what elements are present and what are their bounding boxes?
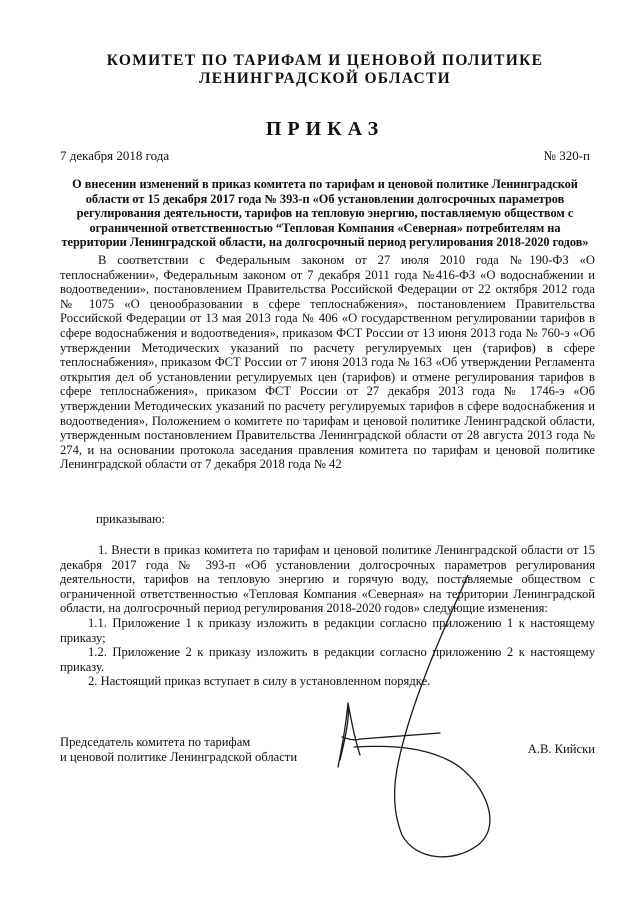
document-title: О внесении изменений в приказ комитета по тарифам и ценовой политике Ленинградской области от 15 декабря 2017 года № 393-п «Об установлении долгосрочных параметров регулирования деятельности, тарифов на тепловую энергию, поставляемую обществом с ограниченной ответственностью “Тепловая Компания «Северная» потребителям на территории Ленинградской области, на долгосрочный период регулирования 2018-2020 годов»: [61, 177, 589, 249]
signer-position: [60, 735, 297, 765]
document-date: 7 декабря 2018 года: [60, 148, 170, 163]
document-type: ПРИКАЗ: [265, 118, 385, 140]
signer-position-line1: Председатель комитета по тарифам: [60, 735, 251, 749]
order-item-1-2: 1.2. Приложение 2 к приказу изложить в редакции согласно приложению 2 к настоящему приказу.: [60, 645, 595, 674]
organization-name-line2: ЛЕНИНГРАДСКОЙ ОБЛАСТИ: [198, 70, 452, 87]
signer-name: А.В. Кийски: [527, 742, 595, 756]
order-word: приказываю:: [96, 512, 166, 526]
handwritten-signature: [330, 575, 520, 865]
organization-header: [60, 52, 590, 88]
order-item-2: 2. Настоящий приказ вступает в силу в установленном порядке.: [88, 674, 431, 689]
organization-name-line1: КОМИТЕТ ПО ТАРИФАМ И ЦЕНОВОЙ ПОЛИТИКЕ: [106, 52, 544, 69]
order-item-1: 1. Внести в приказ комитета по тарифам и ценовой политике Ленинградской области от 15 декабря 2017 года № 393-п «Об установлении долгосрочных параметров регулирования деятельности, тарифов на тепловую энергию и горячую воду, поставляемые обществом с ограниченной ответственностью «Тепловая Компания «Северная» на территории Ленинградской области, на долгосрочный период регулирования 2018-2020 годов» следующие изменения:: [60, 543, 595, 616]
signer-position-line2: и ценовой политике Ленинградской области: [60, 750, 298, 764]
order-item-1-1: 1.1. Приложение 1 к приказу изложить в редакции согласно приложению 1 к настоящему приказу;: [60, 615, 595, 645]
preamble-paragraph: В соответствии с Федеральным законом от 27 июля 2010 года №190-ФЗ «О теплоснабжении», Федеральным законом от 7 декабря 2011 года №416-ФЗ «О водоснабжении и водоотведении», постановлением Правительства Российской Федерации от 22 октября 2012 года № 1075 «О ценообразовании в сфере теплоснабжения», постановлением Правительства Российской Федерации от 13 мая 2013 года № 406 «О государственном регулировании тарифов в сфере водоснабжения и водоотведения», приказом ФСТ России от 13 июня 2013 года № 760-э «Об утверждении Методических указаний по расчету регулируемых цен (тарифов) в сфере теплоснабжения», приказом ФСТ России от 7 июня 2013 года № 163 «Об утверждении Регламента открытия дел об установлении регулируемых цен (тарифов) и отмене регулирования тарифов в сфере теплоснабжения», приказом ФСТ России от 27 декабря 2013 года № 1746-э «Об утверждении Методических указаний по расчету регулируемых тарифов в сфере водоснабжения и водоотведения», Положением о комитете по тарифам и ценовой политике Ленинградской области, утвержденным постановлением Правительства Ленинградской области от 28 августа 2013 года № 274, и на основании протокола заседания правления комитета по тарифам и ценовой политике Ленинградской области от 7 декабря 2018 года № 42: [60, 253, 595, 472]
document-number: № 320-п: [543, 148, 590, 163]
